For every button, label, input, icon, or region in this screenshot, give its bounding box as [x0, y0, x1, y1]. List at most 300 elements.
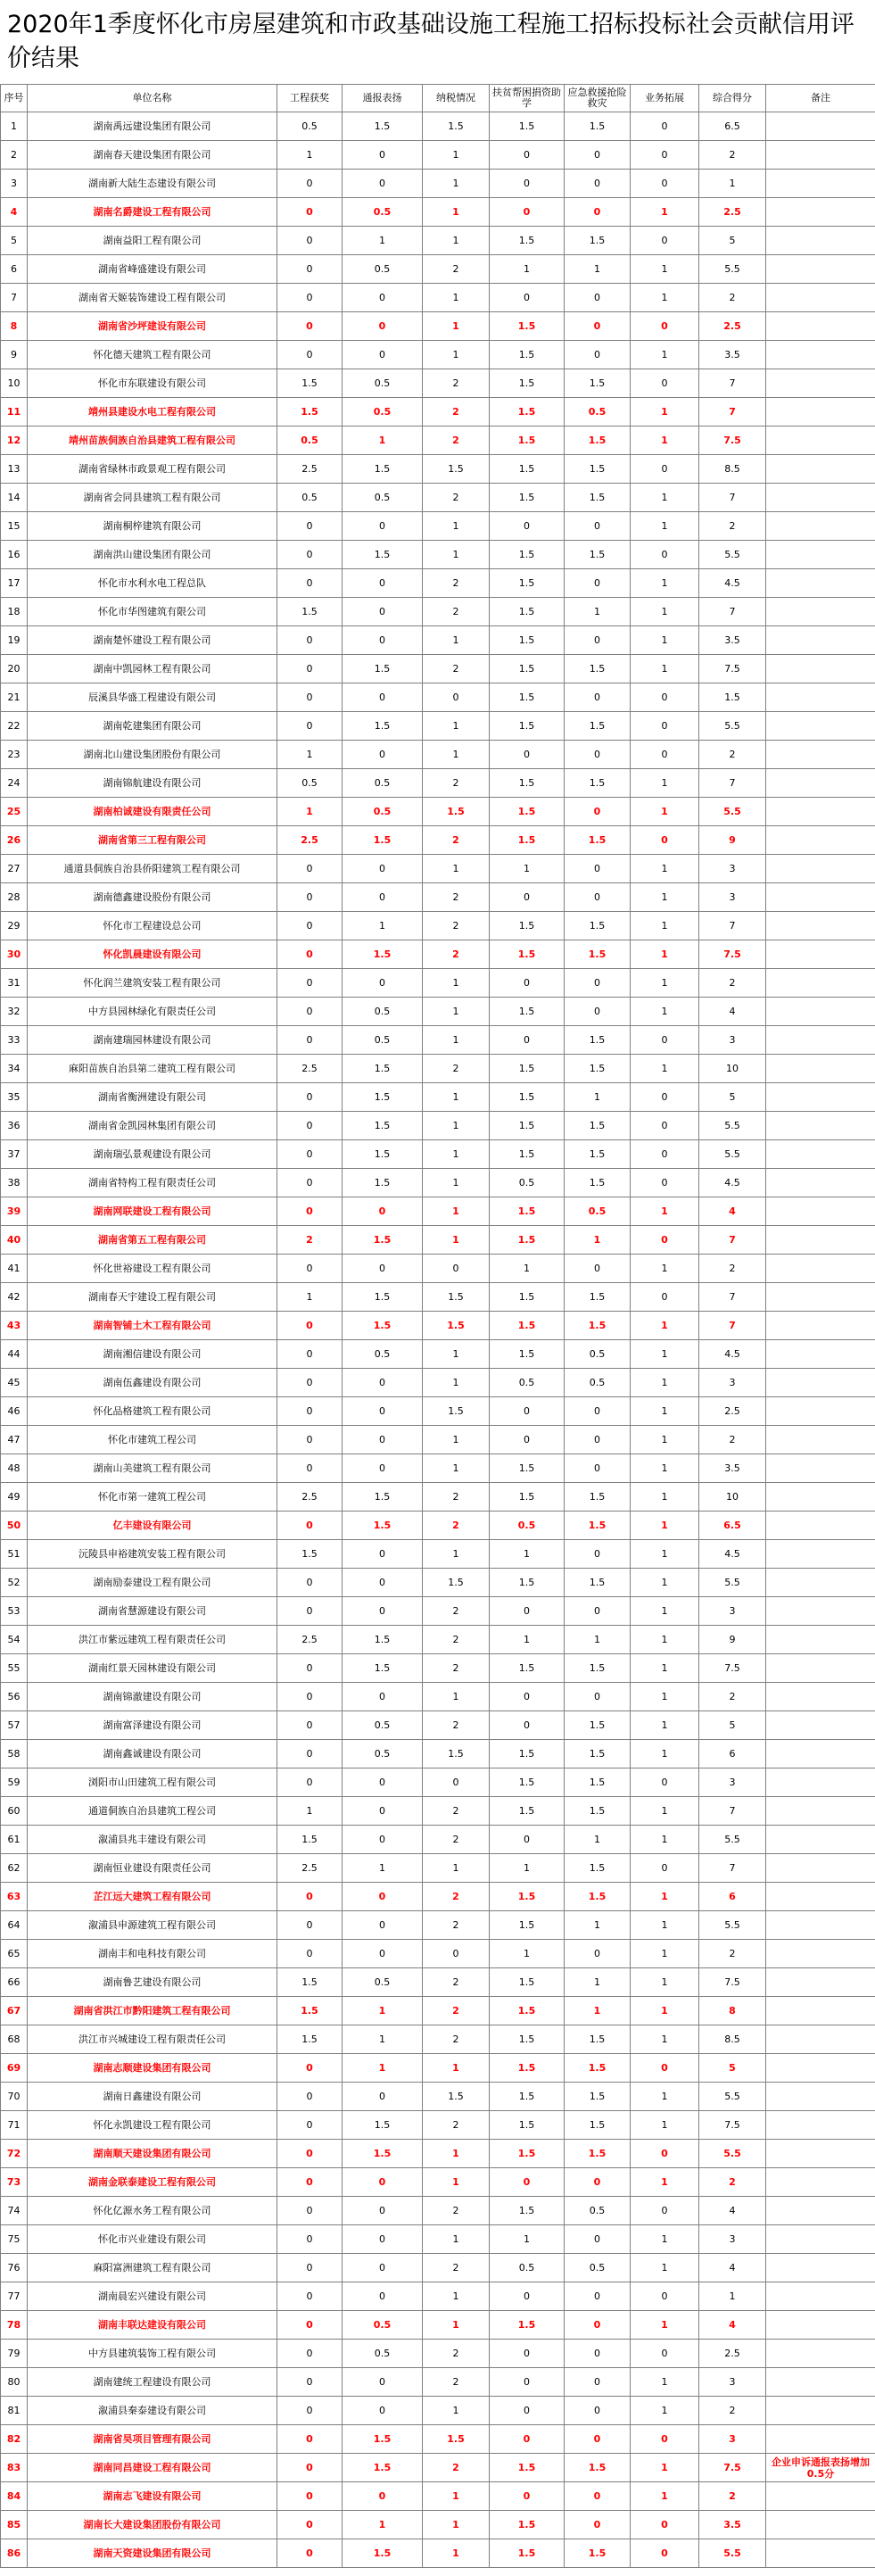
row-number: 3 [1, 170, 28, 198]
award-score: 0 [277, 2225, 343, 2254]
row-number: 73 [1, 2168, 28, 2197]
poverty-relief-score: 1.5 [490, 826, 565, 855]
tax-score: 1 [423, 2311, 490, 2340]
business-expansion-score: 1 [631, 398, 699, 427]
emergency-rescue-score: 0 [565, 683, 631, 712]
row-number: 57 [1, 1711, 28, 1740]
praise-score: 0.5 [343, 255, 423, 284]
table-row [1, 1626, 875, 1654]
row-number: 67 [1, 1997, 28, 2025]
business-expansion-score: 1 [631, 1740, 699, 1768]
total-score: 3.5 [699, 341, 766, 369]
total-score: 7.5 [699, 1968, 766, 1997]
company-name: 怀化德天建筑工程有限公司 [28, 341, 277, 369]
company-name: 湖南同昌建设工程有限公司 [28, 2454, 277, 2482]
poverty-relief-score: 1.5 [490, 683, 565, 712]
total-score: 4.5 [699, 569, 766, 598]
award-score: 0 [277, 1597, 343, 1626]
total-score: 5 [699, 1083, 766, 1112]
company-name: 湖南省第三工程有限公司 [28, 826, 277, 855]
emergency-rescue-score: 1.5 [565, 427, 631, 455]
table-row [1, 1968, 875, 1997]
tax-score: 1.5 [423, 2425, 490, 2454]
business-expansion-score: 0 [631, 1169, 699, 1197]
business-expansion-score: 1 [631, 769, 699, 798]
poverty-relief-score: 1.5 [490, 998, 565, 1026]
company-name: 湖南湘信建设有限公司 [28, 1340, 277, 1369]
praise-score: 0 [343, 1540, 423, 1569]
emergency-rescue-score: 1.5 [565, 1768, 631, 1797]
remark [766, 1826, 875, 1854]
emergency-rescue-score: 0 [565, 855, 631, 883]
row-number: 11 [1, 398, 28, 427]
company-name: 麻阳苗族自治县第二建筑工程有限公司 [28, 1055, 277, 1083]
total-score: 3 [699, 1597, 766, 1626]
header-praise: 通报表扬 [343, 85, 423, 112]
poverty-relief-score: 1.5 [490, 1340, 565, 1369]
poverty-relief-score: 1.5 [490, 455, 565, 484]
tax-score: 1 [423, 1454, 490, 1483]
poverty-relief-score: 1.5 [490, 655, 565, 683]
emergency-rescue-score: 1.5 [565, 2454, 631, 2482]
company-name: 湖南省衡洲建设有限公司 [28, 1083, 277, 1112]
company-name: 怀化市工程建设总公司 [28, 912, 277, 940]
total-score: 5.5 [699, 2083, 766, 2111]
table-row [1, 341, 875, 369]
business-expansion-score: 1 [631, 1968, 699, 1997]
total-score: 2 [699, 2168, 766, 2197]
business-expansion-score: 1 [631, 1340, 699, 1369]
praise-score: 0 [343, 1597, 423, 1626]
company-name: 湖南丰联达建设有限公司 [28, 2311, 277, 2340]
table-row [1, 427, 875, 455]
row-number: 36 [1, 1112, 28, 1140]
business-expansion-score: 1 [631, 1197, 699, 1226]
praise-score: 0 [343, 1826, 423, 1854]
poverty-relief-score: 1.5 [490, 626, 565, 655]
business-expansion-score: 0 [631, 2511, 699, 2539]
poverty-relief-score: 0.5 [490, 1369, 565, 1397]
poverty-relief-score: 1.5 [490, 312, 565, 341]
company-name: 怀化市第一建筑工程公司 [28, 1483, 277, 1512]
emergency-rescue-score: 0 [565, 1940, 631, 1968]
total-score: 7 [699, 369, 766, 398]
award-score: 0 [277, 2340, 343, 2368]
business-expansion-score: 0 [631, 2140, 699, 2168]
business-expansion-score: 1 [631, 1055, 699, 1083]
row-number: 81 [1, 2397, 28, 2425]
company-name: 溆浦县兆丰建设有限公司 [28, 1826, 277, 1854]
remark [766, 712, 875, 741]
table-row [1, 455, 875, 484]
poverty-relief-score: 0 [490, 512, 565, 541]
remark [766, 883, 875, 912]
remark [766, 769, 875, 798]
award-score: 0 [277, 2397, 343, 2425]
table-row [1, 2368, 875, 2397]
award-score: 0 [277, 1711, 343, 1740]
praise-score: 1 [343, 1854, 423, 1883]
emergency-rescue-score: 1 [565, 1911, 631, 1940]
emergency-rescue-score: 1.5 [565, 1569, 631, 1597]
business-expansion-score: 1 [631, 655, 699, 683]
award-score: 1.5 [277, 2025, 343, 2054]
business-expansion-score: 1 [631, 2025, 699, 2054]
total-score: 5.5 [699, 1140, 766, 1169]
tax-score: 2 [423, 1711, 490, 1740]
total-score: 2 [699, 1683, 766, 1711]
emergency-rescue-score: 0 [565, 512, 631, 541]
company-name: 怀化市水利水电工程总队 [28, 569, 277, 598]
remark [766, 1483, 875, 1512]
emergency-rescue-score: 1 [565, 598, 631, 626]
poverty-relief-score: 1.5 [490, 1083, 565, 1112]
business-expansion-score: 1 [631, 1597, 699, 1626]
tax-score: 2 [423, 1055, 490, 1083]
tax-score: 1 [423, 1169, 490, 1197]
total-score: 8.5 [699, 2025, 766, 2054]
total-score: 2 [699, 1255, 766, 1283]
business-expansion-score: 1 [631, 2311, 699, 2340]
emergency-rescue-score: 0 [565, 2311, 631, 2340]
emergency-rescue-score: 1.5 [565, 912, 631, 940]
company-name: 中方县建筑装饰工程有限公司 [28, 2340, 277, 2368]
award-score: 0 [277, 1454, 343, 1483]
award-score: 0 [277, 2368, 343, 2397]
praise-score: 1.5 [343, 1169, 423, 1197]
row-number: 42 [1, 1283, 28, 1312]
remark [766, 2197, 875, 2225]
business-expansion-score: 0 [631, 2539, 699, 2568]
business-expansion-score: 0 [631, 2197, 699, 2225]
remark [766, 598, 875, 626]
table-row [1, 1112, 875, 1140]
award-score: 0 [277, 2197, 343, 2225]
praise-score: 1.5 [343, 1626, 423, 1654]
praise-score: 1.5 [343, 2111, 423, 2140]
business-expansion-score: 1 [631, 2454, 699, 2482]
award-score: 0 [277, 1512, 343, 1540]
table-row [1, 1426, 875, 1454]
table-row [1, 1740, 875, 1768]
poverty-relief-score: 0 [490, 141, 565, 170]
company-name: 湖南省峰盛建设有限公司 [28, 255, 277, 284]
total-score: 7 [699, 1797, 766, 1826]
praise-score: 0 [343, 741, 423, 769]
award-score: 0 [277, 2054, 343, 2083]
emergency-rescue-score: 1 [565, 1997, 631, 2025]
row-number: 18 [1, 598, 28, 626]
header-total-score: 综合得分 [699, 85, 766, 112]
award-score: 0 [277, 712, 343, 741]
total-score: 7.5 [699, 2454, 766, 2482]
business-expansion-score: 1 [631, 512, 699, 541]
table-row [1, 141, 875, 170]
row-number: 2 [1, 141, 28, 170]
remark [766, 855, 875, 883]
praise-score: 0.5 [343, 1026, 423, 1055]
row-number: 85 [1, 2511, 28, 2539]
poverty-relief-score: 0.5 [490, 2254, 565, 2282]
business-expansion-score: 1 [631, 1312, 699, 1340]
tax-score: 2 [423, 912, 490, 940]
poverty-relief-score: 1.5 [490, 398, 565, 427]
business-expansion-score: 1 [631, 2254, 699, 2282]
poverty-relief-score: 1.5 [490, 2539, 565, 2568]
award-score: 0.5 [277, 427, 343, 455]
business-expansion-score: 0 [631, 1768, 699, 1797]
emergency-rescue-score: 1.5 [565, 655, 631, 683]
row-number: 47 [1, 1426, 28, 1454]
total-score: 6 [699, 1883, 766, 1911]
table-row [1, 569, 875, 598]
praise-score: 0.5 [343, 484, 423, 512]
business-expansion-score: 1 [631, 998, 699, 1026]
company-name: 湖南名爵建设工程有限公司 [28, 198, 277, 227]
tax-score: 1 [423, 1226, 490, 1255]
company-name: 靖州苗族侗族自治县建筑工程有限公司 [28, 427, 277, 455]
remark [766, 1740, 875, 1768]
total-score: 7 [699, 1226, 766, 1255]
company-name: 洪江市紫远建筑工程有限责任公司 [28, 1626, 277, 1654]
remark [766, 1997, 875, 2025]
company-name: 湖南柏诚建设有限责任公司 [28, 798, 277, 826]
company-name: 怀化亿源水务工程有限公司 [28, 2197, 277, 2225]
row-number: 80 [1, 2368, 28, 2397]
business-expansion-score: 1 [631, 1255, 699, 1283]
poverty-relief-score: 1 [490, 855, 565, 883]
business-expansion-score: 1 [631, 940, 699, 969]
table-row [1, 2539, 875, 2568]
poverty-relief-score: 1 [490, 2225, 565, 2254]
business-expansion-score: 1 [631, 598, 699, 626]
remark [766, 1255, 875, 1283]
remark [766, 1426, 875, 1454]
tax-score: 1 [423, 1540, 490, 1569]
praise-score: 0.5 [343, 1711, 423, 1740]
remark [766, 2539, 875, 2568]
tax-score: 2 [423, 1911, 490, 1940]
tax-score: 1 [423, 1083, 490, 1112]
award-score: 0 [277, 1312, 343, 1340]
poverty-relief-score: 1.5 [490, 2311, 565, 2340]
table-row [1, 2311, 875, 2340]
row-number: 8 [1, 312, 28, 341]
award-score: 1 [277, 798, 343, 826]
tax-score: 2 [423, 826, 490, 855]
emergency-rescue-score: 1.5 [565, 369, 631, 398]
praise-score: 0 [343, 2282, 423, 2311]
table-row [1, 1683, 875, 1711]
emergency-rescue-score: 1.5 [565, 769, 631, 798]
company-name: 怀化市华图建筑有限公司 [28, 598, 277, 626]
business-expansion-score: 1 [631, 1540, 699, 1569]
praise-score: 1.5 [343, 826, 423, 855]
emergency-rescue-score: 1.5 [565, 455, 631, 484]
table-row [1, 2482, 875, 2511]
company-name: 湖南瑞弘景观建设有限公司 [28, 1140, 277, 1169]
tax-score: 2 [423, 2254, 490, 2282]
tax-score: 1 [423, 341, 490, 369]
company-name: 麻阳富洲建筑工程有限公司 [28, 2254, 277, 2282]
emergency-rescue-score: 1.5 [565, 1854, 631, 1883]
company-name: 溆浦县秦泰建设有限公司 [28, 2397, 277, 2425]
emergency-rescue-score: 1.5 [565, 826, 631, 855]
tax-score: 1 [423, 1854, 490, 1883]
company-name: 辰溪县华盛工程建设有限公司 [28, 683, 277, 712]
tax-score: 1 [423, 712, 490, 741]
table-row [1, 1026, 875, 1055]
header-tax: 纳税情况 [423, 85, 490, 112]
tax-score: 1 [423, 2054, 490, 2083]
emergency-rescue-score: 1.5 [565, 112, 631, 141]
company-name: 芷江远大建筑工程有限公司 [28, 1883, 277, 1911]
tax-score: 2 [423, 2025, 490, 2054]
row-number: 27 [1, 855, 28, 883]
poverty-relief-score: 0 [490, 2340, 565, 2368]
company-name: 湖南网联建设工程有限公司 [28, 1197, 277, 1226]
award-score: 0 [277, 2425, 343, 2454]
row-number: 78 [1, 2311, 28, 2340]
business-expansion-score: 0 [631, 2282, 699, 2311]
total-score: 5.5 [699, 2140, 766, 2168]
award-score: 0 [277, 1340, 343, 1369]
company-name: 通道县侗族自治县侨阳建筑工程有限公司 [28, 855, 277, 883]
company-name: 怀化市东联建设有限公司 [28, 369, 277, 398]
poverty-relief-score: 1.5 [490, 940, 565, 969]
row-number: 21 [1, 683, 28, 712]
emergency-rescue-score: 0 [565, 341, 631, 369]
praise-score: 1.5 [343, 2140, 423, 2168]
poverty-relief-score: 1.5 [490, 2454, 565, 2482]
table-row [1, 2054, 875, 2083]
row-number: 69 [1, 2054, 28, 2083]
table-row [1, 112, 875, 141]
praise-score: 1.5 [343, 112, 423, 141]
company-name: 湖南富泽建设有限公司 [28, 1711, 277, 1740]
award-score: 0 [277, 2539, 343, 2568]
tax-score: 1 [423, 512, 490, 541]
row-number: 43 [1, 1312, 28, 1340]
company-name: 湖南日鑫建设有限公司 [28, 2083, 277, 2111]
emergency-rescue-score: 0.5 [565, 2254, 631, 2282]
company-name: 湖南省金凯园林集团有限公司 [28, 1112, 277, 1140]
company-name: 湖南益阳工程有限公司 [28, 227, 277, 255]
total-score: 7.5 [699, 2111, 766, 2140]
award-score: 0 [277, 1369, 343, 1397]
total-score: 3.5 [699, 2511, 766, 2539]
emergency-rescue-score: 1 [565, 1083, 631, 1112]
header-award: 工程获奖 [277, 85, 343, 112]
row-number: 29 [1, 912, 28, 940]
total-score: 4.5 [699, 1169, 766, 1197]
remark [766, 1569, 875, 1597]
total-score: 6.5 [699, 112, 766, 141]
business-expansion-score: 1 [631, 1911, 699, 1940]
praise-score: 0 [343, 1454, 423, 1483]
poverty-relief-score: 1.5 [490, 769, 565, 798]
emergency-rescue-score: 0 [565, 883, 631, 912]
company-name: 湖南洪山建设集团有限公司 [28, 541, 277, 569]
tax-score: 1 [423, 170, 490, 198]
remark [766, 2311, 875, 2340]
praise-score: 0 [343, 1911, 423, 1940]
company-name: 湖南新大陆生态建设有限公司 [28, 170, 277, 198]
business-expansion-score: 0 [631, 170, 699, 198]
tax-score: 2 [423, 1483, 490, 1512]
table-row [1, 598, 875, 626]
remark [766, 569, 875, 598]
remark [766, 2025, 875, 2054]
tax-score: 1 [423, 2140, 490, 2168]
poverty-relief-score: 1.5 [490, 798, 565, 826]
award-score: 0 [277, 1654, 343, 1683]
remark [766, 455, 875, 484]
company-name: 湖南伍鑫建设有限公司 [28, 1369, 277, 1397]
total-score: 3 [699, 855, 766, 883]
emergency-rescue-score: 0.5 [565, 1197, 631, 1226]
table-row [1, 2111, 875, 2140]
award-score: 0 [277, 312, 343, 341]
company-name: 怀化润兰建筑安装工程有限公司 [28, 969, 277, 998]
business-expansion-score: 1 [631, 2168, 699, 2197]
emergency-rescue-score: 1.5 [565, 1026, 631, 1055]
business-expansion-score: 1 [631, 2111, 699, 2140]
emergency-rescue-score: 1.5 [565, 484, 631, 512]
company-name: 湖南省洪江市黔阳建筑工程有限公司 [28, 1997, 277, 2025]
business-expansion-score: 1 [631, 855, 699, 883]
emergency-rescue-score: 0 [565, 1397, 631, 1426]
row-number: 39 [1, 1197, 28, 1226]
emergency-rescue-score: 0 [565, 969, 631, 998]
award-score: 0 [277, 2482, 343, 2511]
praise-score: 0 [343, 284, 423, 312]
award-score: 0 [277, 1768, 343, 1797]
remark [766, 798, 875, 826]
award-score: 0 [277, 1740, 343, 1768]
total-score: 5.5 [699, 2539, 766, 2568]
poverty-relief-score: 1.5 [490, 1740, 565, 1768]
business-expansion-score: 0 [631, 1112, 699, 1140]
business-expansion-score: 1 [631, 427, 699, 455]
company-name: 湖南乾建集团有限公司 [28, 712, 277, 741]
award-score: 0 [277, 512, 343, 541]
table-row [1, 1711, 875, 1740]
emergency-rescue-score: 1.5 [565, 1140, 631, 1169]
company-name: 湖南中凯园林工程有限公司 [28, 655, 277, 683]
emergency-rescue-score: 0.5 [565, 1369, 631, 1397]
business-expansion-score: 0 [631, 1226, 699, 1255]
row-number: 24 [1, 769, 28, 798]
praise-score: 0.5 [343, 769, 423, 798]
praise-score: 0 [343, 569, 423, 598]
table-row [1, 912, 875, 940]
praise-score: 0 [343, 883, 423, 912]
company-name: 怀化市建筑工程公司 [28, 1426, 277, 1454]
row-number: 75 [1, 2225, 28, 2254]
remark [766, 512, 875, 541]
poverty-relief-score: 1.5 [490, 2025, 565, 2054]
company-name: 湖南建统工程建设有限公司 [28, 2368, 277, 2397]
praise-score: 0 [343, 2083, 423, 2111]
award-score: 0 [277, 569, 343, 598]
row-number: 45 [1, 1369, 28, 1397]
emergency-rescue-score: 0 [565, 569, 631, 598]
emergency-rescue-score: 1.5 [565, 2539, 631, 2568]
row-number: 77 [1, 2282, 28, 2311]
award-score: 0 [277, 855, 343, 883]
poverty-relief-score: 0 [490, 2282, 565, 2311]
